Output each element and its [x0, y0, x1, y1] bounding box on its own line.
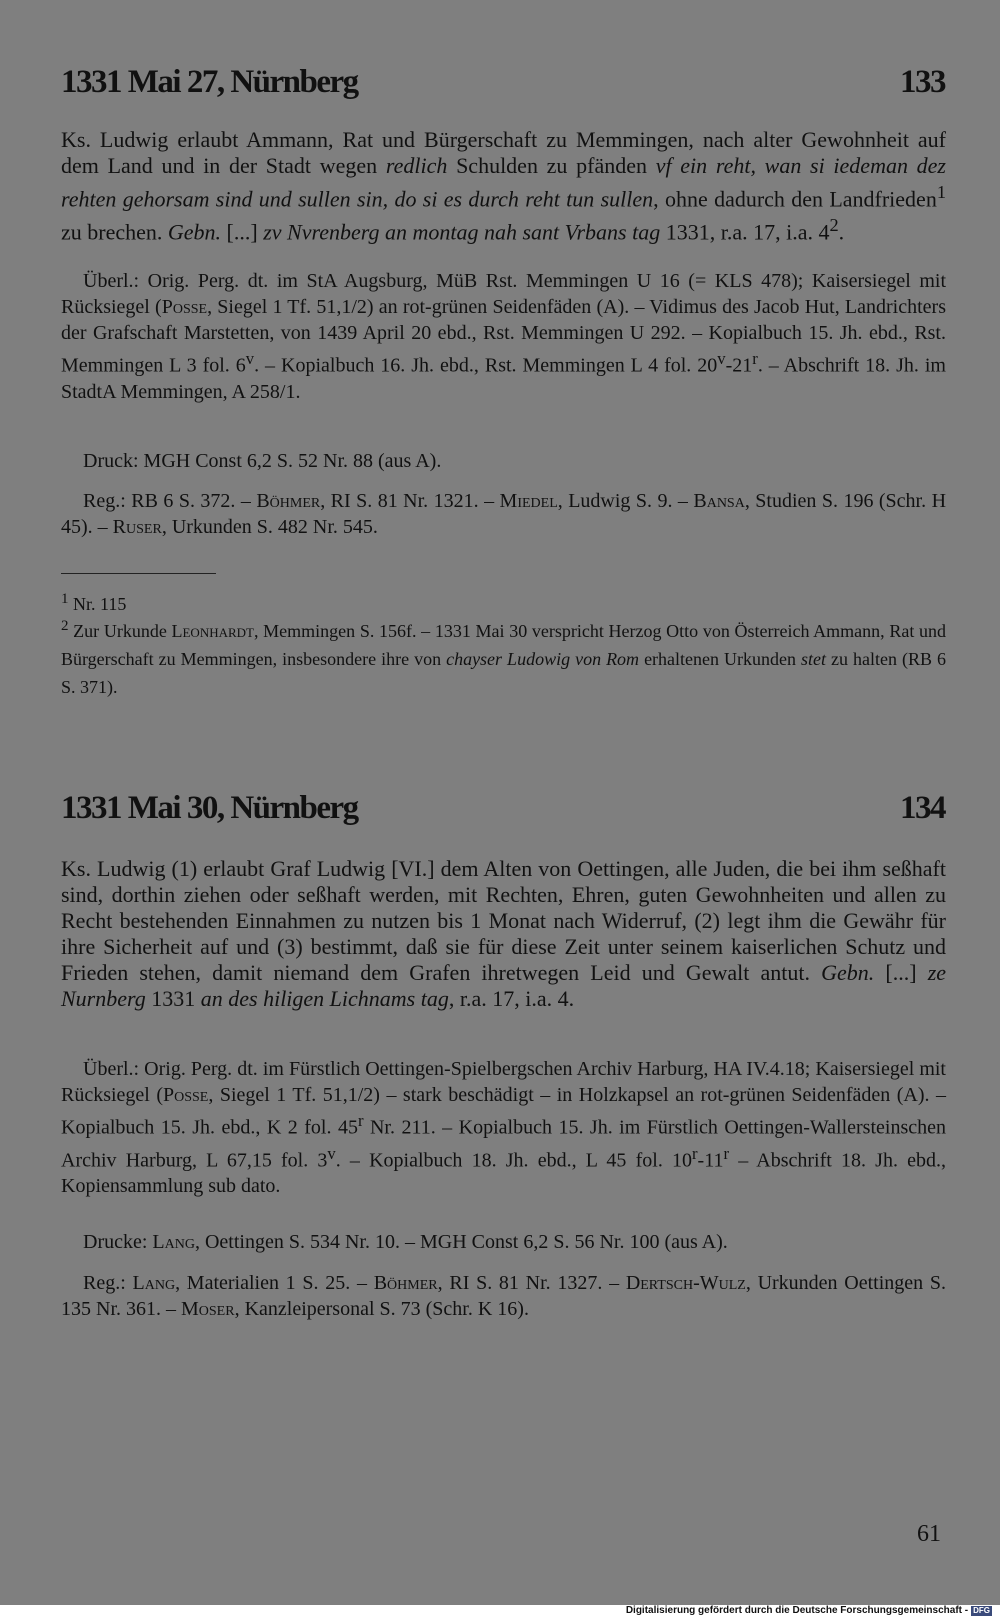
print-paragraph: Druck: MGH Const 6,2 S. 52 Nr. 88 (aus A). [83, 450, 442, 472]
entry-heading [61, 64, 945, 101]
regest-paragraph: Reg.: RB 6 S. 372. – Böhmer, RI S. 81 Nr. 1321. – Miedel, Ludwig S. 9. – Bansa, Studien S. 196 (Schr. H 45). – Ruser, Urkunden S. 482 Nr. 545. [61, 490, 947, 538]
footnote-1: $^1$ Nr. 115 [61, 591, 127, 614]
print-paragraph: Drucke: Lang, Oettingen S. 534 Nr. 10. – MGH Const 6,2 S. 56 Nr. 100 (aus A). [83, 1231, 728, 1253]
entry-date-place: 1331 Mai 30, Nürnberg [61, 790, 358, 826]
footnote-2: $^2$ Zur Urkunde Leonhardt, Memmingen S. 156f. – 1331 Mai 30 verspricht Herzog Otto von Österreich Ammann, Rat und Bürgerschaft zu Memmingen, insbesondere ihre von chayser Ludowig von Rom erhaltenen Urkunden stet zu halten (RB 6 S. 371). [61, 618, 946, 697]
funding-text: Digitalisierung gefördert durch die Deutsche Forschungsgemeinschaft - [625, 1605, 969, 1616]
entry-summary: Ks. Ludwig (1) erlaubt Graf Ludwig [VI.] dem Alten von Oettingen, alle Juden, die bei ihm seßhaft sind, dorthin ziehen oder seßhaft werden, mit Rechten, Ehren, guten Gewohnheiten und allen zu Recht bestehenden Einnahmen zu nutzen bis 1 Monat nach Widerruf, (2) legt ihm die Gewähr für ihre Sicherheit auf und (3) bestimmt, daß sie für diese Zeit unter seinem kaiserlichen Schutz und Frieden stehen, damit niemand dem Grafen ihretwegen Leid und Gewalt antut. Gebn. [...] ze Nurnberg 1331 an des hiligen Lichnams tag, r.a. 17, i.a. 4. [61, 856, 947, 1011]
entry-number: 134 [900, 790, 945, 826]
entry-heading [61, 790, 945, 827]
funding-footer [626, 1606, 992, 1616]
entry-summary: Ks. Ludwig erlaubt Ammann, Rat und Bürgerschaft zu Memmingen, nach alter Gewohnheit auf dem Land und in der Stadt wegen redlich Schulden zu pfänden vf ein reht, wan si iedeman dez rehten gehorsam sind und sullen sin, do si es durch reht tun sullen, ohne dadurch den Landfrieden$^1$ zu brechen. Gebn. [...] zv Nvrenberg an montag nah sant Vrbans tag 1331, r.a. 17, i.a. $4^2$. [61, 127, 946, 245]
entry-number: 133 [900, 64, 945, 100]
footnote-divider [61, 573, 216, 574]
tradition-paragraph: Überl.: Orig. Perg. dt. im StA Augsburg, MüB Rst. Memmingen U 16 (= KLS 478); Kaisersiegel mit Rücksiegel (Posse, Siegel 1 Tf. 51,1/2) an rot-grünen Seidenfäden (A). – Vidimus des Jacob Hut, Landrichters der Grafschaft Marstetten, von 1439 April 20 ebd., Rst. Memmingen U 292. – Kopialbuch 15. Jh. ebd., Rst. Memmingen L 3 fol. 6$^v$. – Kopialbuch 16. Jh. ebd., Rst. Memmingen L 4 fol. 20$^v$-21$^r$. – Abschrift 18. Jh. im StadtA Memmingen, A 258/1. [61, 270, 946, 403]
tradition-paragraph: Überl.: Orig. Perg. dt. im Fürstlich Oettingen-Spielbergschen Archiv Harburg, HA IV.4.18; Kaisersiegel mit Rücksiegel (Posse, Siegel 1 Tf. 51,1/2) – stark beschädigt – in Holzkapsel an rot-grünen Seidenfäden (A). – Kopialbuch 15. Jh. ebd., K 2 fol. 45$^r$ Nr. 211. – Kopialbuch 15. Jh. im Fürstlich Oettingen-Wallersteinschen Archiv Harburg, L 67,15 fol. 3$^v$. – Kopialbuch 18. Jh. ebd., L 45 fol. 10$^r$-11$^r$ – Abschrift 18. Jh. ebd., Kopiensammlung sub dato. [61, 1058, 946, 1198]
footnote-ref: 2 [829, 215, 839, 236]
dfg-logo: DFG [973, 1606, 990, 1615]
entry-date-place: 1331 Mai 27, Nürnberg [61, 64, 358, 100]
footnote-ref: 1 [936, 182, 946, 202]
page-number: 61 [917, 1521, 941, 1547]
regest-paragraph: Reg.: Lang, Materialien 1 S. 25. – Böhmer, RI S. 81 Nr. 1327. – Dertsch-Wulz, Urkunden Oettingen S. 135 Nr. 361. – Moser, Kanzleipersonal S. 73 (Schr. K 16). [61, 1272, 946, 1320]
